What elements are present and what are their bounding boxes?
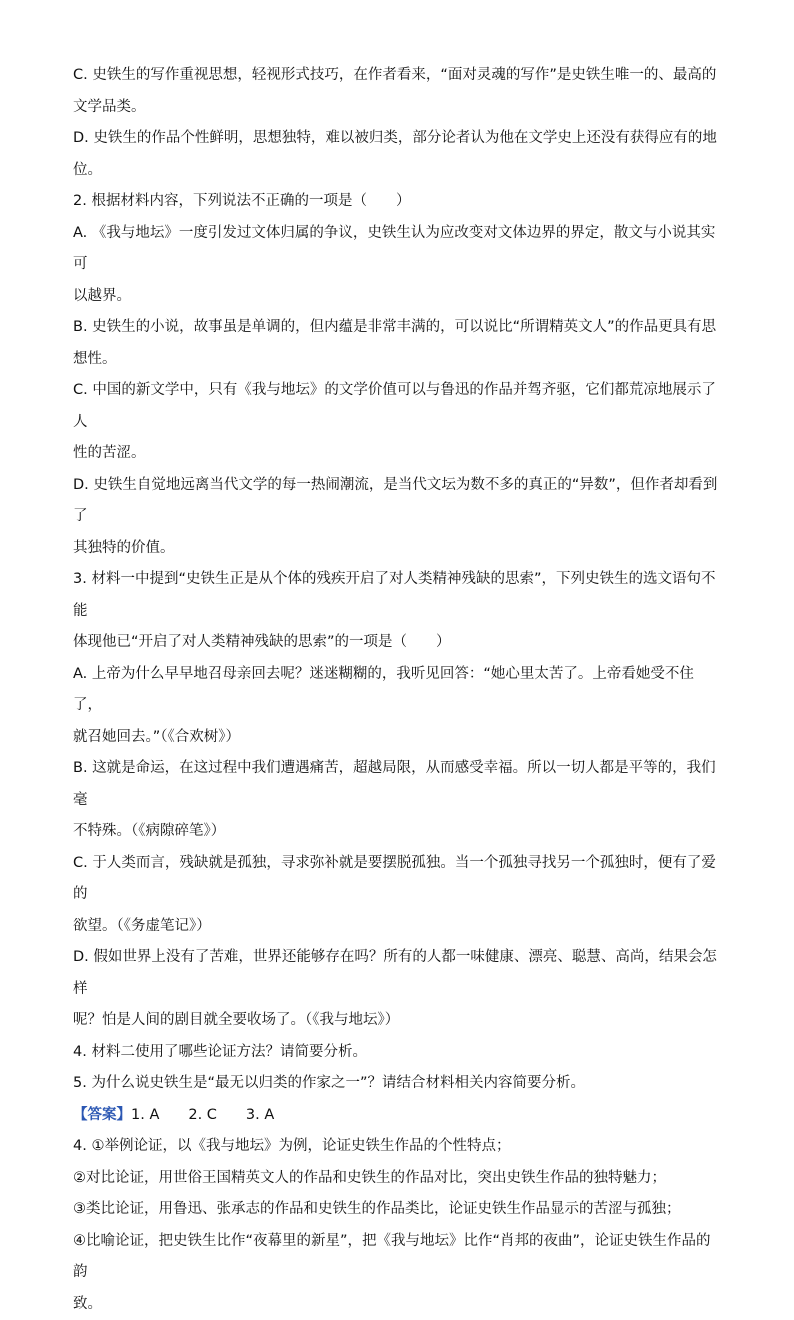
question-3-line-1: 3. 材料一中提到“史铁生正是从个体的残疾开启了对人类精神残缺的思索”，下列史铁生的选文语句不能 (73, 564, 721, 627)
q2-option-c-line-2: 性的苦涩。 (73, 438, 721, 470)
q3-option-a-line-2: 就召她回去。”（《合欢树》） (73, 722, 721, 754)
document-body (73, 60, 721, 1320)
q3-option-d-line-1: D. 假如世界上没有了苦难，世界还能够存在吗？所有的人都一味健康、漂亮、聪慧、高尚，结果会怎样 (73, 942, 721, 1005)
q2-option-d-line-1: D. 史铁生自觉地远离当代文学的每一热闹潮流，是当代文坛为数不多的真正的“异数”，但作者却看到了 (73, 470, 721, 533)
q3-option-c-line-2: 欲望。（《务虚笔记》） (73, 911, 721, 943)
answer-line (73, 1100, 721, 1132)
q3-option-b-line-1: B. 这就是命运，在这过程中我们遭遇痛苦，超越局限，从而感受幸福。所以一切人都是平等的，我们毫 (73, 753, 721, 816)
answer-4-line-2: ②对比论证，用世俗王国精英文人的作品和史铁生的作品对比，突出史铁生作品的独特魅力； (73, 1163, 721, 1195)
question-3-line-2: 体现他已“开启了对人类精神残缺的思索”的一项是（ ） (73, 627, 721, 659)
option-d-line-1: D. 史铁生的作品个性鲜明，思想独特，难以被归类，部分论者认为他在文学史上还没有获得应有的地 (73, 123, 721, 155)
option-c-line-2: 文学品类。 (73, 92, 721, 124)
q2-option-b-line-1: B. 史铁生的小说，故事虽是单调的，但内蕴是非常丰满的，可以说比“所谓精英文人”的作品更具有思 (73, 312, 721, 344)
q2-option-a-line-1: A. 《我与地坛》一度引发过文体归属的争议，史铁生认为应改变对文体边界的界定，散文与小说其实可 (73, 218, 721, 281)
answer-4-line-1: 4. ①举例论证，以《我与地坛》为例，论证史铁生作品的个性特点； (73, 1131, 721, 1163)
q3-option-b-line-2: 不特殊。（《病隙碎笔》） (73, 816, 721, 848)
answer-label: 【答案】 (73, 1107, 131, 1123)
answer-4-line-5: 致。 (73, 1289, 721, 1320)
option-c-line-1: C. 史铁生的写作重视思想，轻视形式技巧，在作者看来，“面对灵魂的写作”是史铁生唯一的、最高的 (73, 60, 721, 92)
question-5: 5. 为什么说史铁生是“最无以归类的作家之一”？请结合材料相关内容简要分析。 (73, 1068, 721, 1100)
q3-option-a-line-1: A. 上帝为什么早早地召母亲回去呢？迷迷糊糊的，我听见回答：“她心里太苦了。上帝看她受不住了， (73, 659, 721, 722)
question-4: 4. 材料二使用了哪些论证方法？请简要分析。 (73, 1037, 721, 1069)
answer-4-line-3: ③类比论证，用鲁迅、张承志的作品和史铁生的作品类比，论证史铁生作品显示的苦涩与孤独； (73, 1194, 721, 1226)
answer-4-line-4: ④比喻论证，把史铁生比作“夜幕里的新星”，把《我与地坛》比作“肖邦的夜曲”，论证史铁生作品的韵 (73, 1226, 721, 1289)
question-2: 2. 根据材料内容，下列说法不正确的一项是（ ） (73, 186, 721, 218)
q2-option-c-line-1: C. 中国的新文学中，只有《我与地坛》的文学价值可以与鲁迅的作品并驾齐驱，它们都荒凉地展示了人 (73, 375, 721, 438)
option-d-line-2: 位。 (73, 155, 721, 187)
q2-option-b-line-2: 想性。 (73, 344, 721, 376)
q2-option-d-line-2: 其独特的价值。 (73, 533, 721, 565)
q2-option-a-line-2: 以越界。 (73, 281, 721, 313)
answer-values: 1. A 2. C 3. A (131, 1107, 274, 1123)
q3-option-c-line-1: C. 于人类而言，残缺就是孤独，寻求弥补就是要摆脱孤独。当一个孤独寻找另一个孤独时，便有了爱的 (73, 848, 721, 911)
q3-option-d-line-2: 呢？怕是人间的剧目就全要收场了。（《我与地坛》） (73, 1005, 721, 1037)
